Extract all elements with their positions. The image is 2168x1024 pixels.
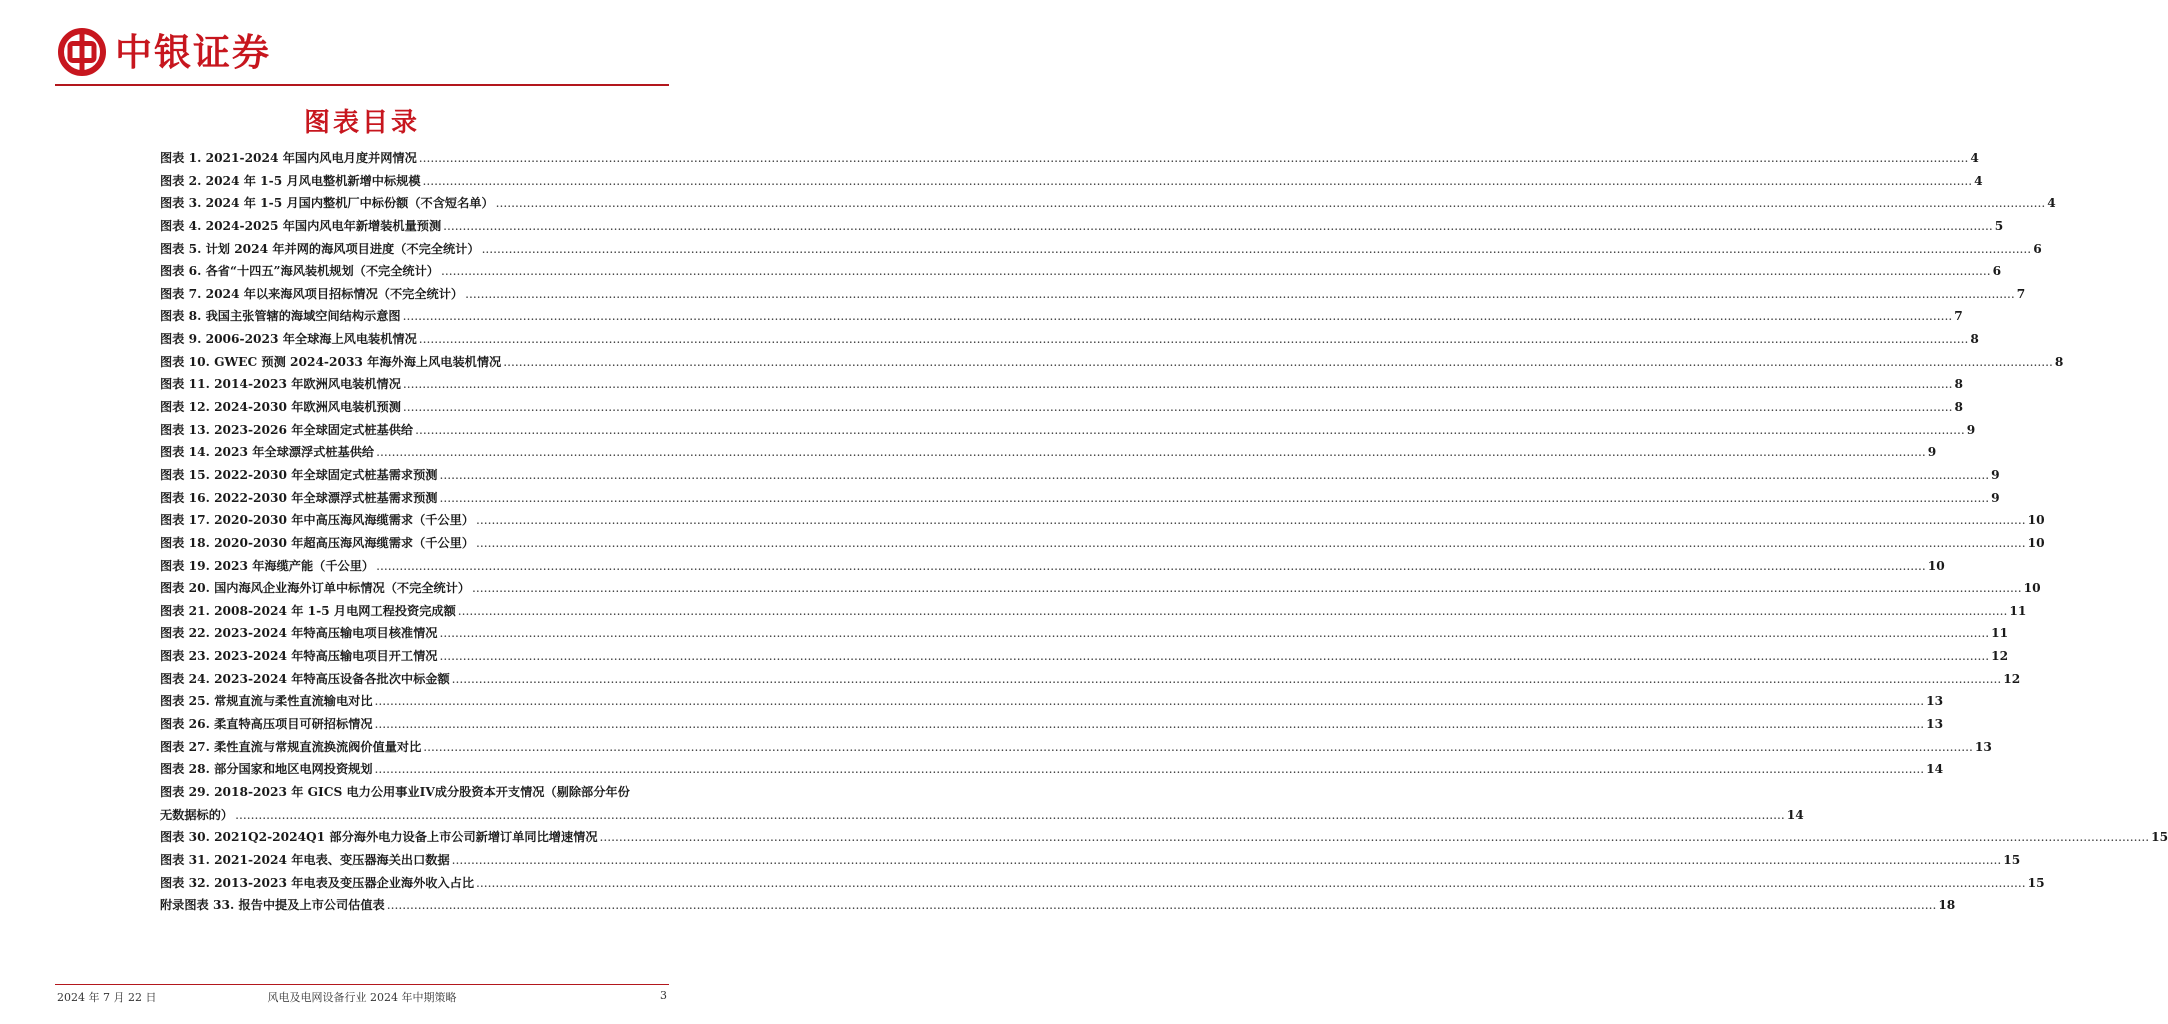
toc-entry-title: 图表 6. 各省“十四五”海风装机规划（不完全统计） [160,264,439,279]
toc-entry[interactable] [160,736,1992,759]
toc-entry-page: 8 [1954,400,1964,415]
toc-entry-page: 11 [1991,626,2009,641]
toc-leader-dots: ................................................................................................................................................................................................................................................................................................................................................................................................................ [503,354,2053,369]
toc-entry-page: 15 [2027,875,2045,890]
toc-entry-title: 图表 4. 2024-2025 年国内风电年新增装机量预测 [160,218,442,233]
toc-entry-page: 12 [2003,671,2021,686]
toc-entry[interactable] [160,351,2064,374]
toc-leader-dots: ................................................................................................................................................................................................................................................................................................................................................................................................................ [440,264,1991,279]
toc-entry-page: 8 [1954,377,1964,392]
toc-entry[interactable] [160,283,2026,306]
toc-entry-title: 图表 32. 2013-2023 年电表及变压器企业海外收入占比 [160,875,475,890]
toc-entry-page: 5 [1994,218,2004,233]
bank-of-china-logo-icon [57,27,107,77]
toc-entry-page: 9 [1927,445,1937,460]
toc-entry-title: 图表 7. 2024 年以来海风项目招标情况（不完全统计） [160,286,464,301]
toc-entry-page: 10 [2027,513,2045,528]
toc-leader-dots: ................................................................................................................................................................................................................................................................................................................................................................................................................ [402,309,1953,324]
toc-entry-title-continued: 无数据标的） [160,807,234,822]
toc-entry[interactable] [160,509,2045,532]
toc-entry[interactable] [160,396,1964,419]
toc-leader-dots: ................................................................................................................................................................................................................................................................................................................................................................................................................ [457,603,2008,618]
toc-entry-page: 13 [1926,717,1944,732]
toc-list [160,147,2168,917]
toc-entry[interactable] [160,260,2002,283]
footer-divider [55,984,669,985]
toc-entry-page: 13 [1974,739,1992,754]
toc-entry-page: 15 [2151,830,2168,845]
toc-entry-page: 9 [1991,490,2000,505]
toc-entry[interactable] [160,419,1976,442]
toc-entry-page: 8 [2054,354,2064,369]
toc-entry-page: 4 [1974,173,1983,188]
toc-entry-title: 图表 10. GWEC 预测 2024-2033 年海外海上风电装机情况 [160,354,502,369]
toc-entry[interactable] [160,668,2021,691]
toc-entry[interactable] [160,600,2027,623]
toc-entry-title: 图表 26. 柔直特高压项目可研招标情况 [160,717,373,732]
toc-leader-dots: ................................................................................................................................................................................................................................................................................................................................................................................................................ [422,173,1973,188]
toc-entry-page: 8 [1970,332,1979,347]
toc-entry[interactable] [160,690,1944,713]
toc-entry[interactable] [160,192,2056,215]
toc-entry[interactable] [160,758,1944,781]
toc-entry-title: 图表 30. 2021Q2-2024Q1 部分海外电力设备上市公司新增订单同比增速情况 [160,830,598,845]
toc-entry-page: 7 [1954,309,1963,324]
toc-leader-dots: ................................................................................................................................................................................................................................................................................................................................................................................................................ [599,830,2150,845]
toc-entry-title: 图表 19. 2023 年海缆产能（千公里） [160,558,375,573]
toc-entry-page: 14 [1786,807,1804,822]
toc-entry-page: 7 [2016,286,2026,301]
report-date: 2024 年 7 月 22 日 [57,991,157,1004]
toc-entry-title: 图表 9. 2006-2023 年全球海上风电装机情况 [160,332,417,347]
toc-entry-title: 图表 21. 2008-2024 年 1-5 月电网工程投资完成额 [160,603,456,618]
toc-entry-title: 图表 27. 柔性直流与常规直流换流阀价值量对比 [160,739,422,754]
toc-leader-dots: ................................................................................................................................................................................................................................................................................................................................................................................................................ [235,807,1785,822]
toc-entry-title: 图表 14. 2023 年全球漂浮式桩基供给 [160,445,375,460]
toc-entry-page: 4 [1970,151,1979,165]
toc-title: 图表目录 [303,108,420,138]
toc-entry-page: 14 [1926,762,1944,777]
toc-entry-title: 图表 12. 2024-2030 年欧洲风电装机预测 [160,400,401,415]
toc-leader-dots: ................................................................................................................................................................................................................................................................................................................................................................................................................ [465,286,2015,301]
toc-leader-dots: ................................................................................................................................................................................................................................................................................................................................................................................................................ [451,852,2002,867]
toc-entry[interactable] [160,328,1979,351]
toc-entry-page: 9 [1991,467,2000,482]
toc-leader-dots: ................................................................................................................................................................................................................................................................................................................................................................................................................ [476,535,2026,550]
report-title: 风电及电网设备行业 2024 年中期策略 [267,991,457,1004]
toc-leader-dots: ................................................................................................................................................................................................................................................................................................................................................................................................................ [374,694,1925,709]
toc-entry-title: 图表 15. 2022-2030 年全球固定式桩基需求预测 [160,467,438,482]
toc-entry-title: 附录图表 33. 报告中提及上市公司估值表 [160,898,385,913]
toc-entry-title: 图表 31. 2021-2024 年电表、变压器海关出口数据 [160,852,450,867]
toc-entry-title: 图表 1. 2021-2024 年国内风电月度并网情况 [160,151,417,165]
toc-entry[interactable] [160,622,2009,645]
toc-entry-title: 图表 13. 2023-2026 年全球固定式桩基供给 [160,422,414,437]
toc-entry-page: 11 [2009,603,2027,618]
toc-entry-page: 15 [2003,852,2021,867]
toc-leader-dots: ................................................................................................................................................................................................................................................................................................................................................................................................................ [472,581,2022,596]
header-divider [55,84,669,86]
toc-leader-dots: ................................................................................................................................................................................................................................................................................................................................................................................................................ [418,332,1969,347]
toc-entry[interactable] [160,464,2000,487]
toc-entry-page: 4 [2047,196,2056,211]
toc-entry[interactable] [160,781,1804,826]
toc-leader-dots: ................................................................................................................................................................................................................................................................................................................................................................................................................ [402,377,1953,392]
toc-entry-page: 13 [1926,694,1944,709]
toc-leader-dots: ................................................................................................................................................................................................................................................................................................................................................................................................................ [476,513,2026,528]
toc-entry[interactable] [160,147,1979,170]
toc-entry-title: 图表 16. 2022-2030 年全球漂浮式桩基需求预测 [160,490,438,505]
toc-leader-dots: ................................................................................................................................................................................................................................................................................................................................................................................................................ [439,490,1990,505]
toc-leader-dots: ................................................................................................................................................................................................................................................................................................................................................................................................................ [376,445,1926,460]
toc-leader-dots: ................................................................................................................................................................................................................................................................................................................................................................................................................ [439,626,1990,641]
toc-entry[interactable] [160,487,2000,510]
toc-entry[interactable] [160,713,1944,736]
toc-entry-page: 10 [2023,581,2041,596]
toc-entry-page: 10 [2027,535,2045,550]
toc-leader-dots: ................................................................................................................................................................................................................................................................................................................................................................................................................ [376,558,1926,573]
toc-entry-page: 9 [1966,422,1976,437]
toc-entry[interactable] [160,555,1945,578]
toc-entry-title: 图表 25. 常规直流与柔性直流输电对比 [160,694,373,709]
page-number: 3 [660,989,667,1002]
toc-entry[interactable] [160,170,1983,193]
toc-entry-page: 6 [1992,264,2002,279]
toc-entry-title: 图表 2. 2024 年 1-5 月风电整机新增中标规模 [160,173,421,188]
toc-entry-page: 12 [1991,649,2009,664]
toc-leader-dots: ................................................................................................................................................................................................................................................................................................................................................................................................................ [374,762,1925,777]
toc-leader-dots: ................................................................................................................................................................................................................................................................................................................................................................................................................ [439,467,1990,482]
toc-entry-title: 图表 29. 2018-2023 年 GICS 电力公用事业IV成分股资本开支情况（剔除部分年份 [160,784,630,799]
toc-leader-dots: ................................................................................................................................................................................................................................................................................................................................................................................................................ [386,898,1937,913]
toc-entry-page: 6 [2033,241,2042,256]
toc-leader-dots: ................................................................................................................................................................................................................................................................................................................................................................................................................ [481,241,2032,256]
toc-entry[interactable] [160,373,1964,396]
toc-entry[interactable] [160,532,2045,555]
toc-entry[interactable] [160,441,1937,464]
toc-entry-title: 图表 18. 2020-2030 年超高压海风海缆需求（千公里） [160,535,475,550]
toc-entry[interactable] [160,577,2041,600]
toc-leader-dots: ................................................................................................................................................................................................................................................................................................................................................................................................................ [451,671,2002,686]
toc-entry-title: 图表 17. 2020-2030 年中高压海风海缆需求（千公里） [160,513,475,528]
toc-entry-title: 图表 28. 部分国家和地区电网投资规划 [160,762,373,777]
toc-leader-dots: ................................................................................................................................................................................................................................................................................................................................................................................................................ [374,717,1925,732]
toc-entry[interactable] [160,215,2004,238]
brand-logo [57,24,271,80]
toc-entry-title: 图表 20. 国内海风企业海外订单中标情况（不完全统计） [160,581,471,596]
toc-leader-dots: ................................................................................................................................................................................................................................................................................................................................................................................................................ [423,739,1973,754]
toc-leader-dots: ................................................................................................................................................................................................................................................................................................................................................................................................................ [443,218,1993,233]
toc-entry[interactable] [160,305,1963,328]
toc-entry-title: 图表 11. 2014-2023 年欧洲风电装机情况 [160,377,401,392]
toc-entry-page: 18 [1938,898,1956,913]
toc-entry[interactable] [160,894,1956,917]
toc-entry-title: 图表 22. 2023-2024 年特高压输电项目核准情况 [160,626,438,641]
toc-entry-title: 图表 24. 2023-2024 年特高压设备各批次中标金额 [160,671,450,686]
toc-entry-title: 图表 23. 2023-2024 年特高压输电项目开工情况 [160,649,438,664]
toc-leader-dots: ................................................................................................................................................................................................................................................................................................................................................................................................................ [418,151,1969,165]
toc-entry[interactable] [160,872,2045,895]
toc-entry[interactable] [160,238,2042,261]
toc-entry-title: 图表 8. 我国主张管辖的海域空间结构示意图 [160,309,401,324]
toc-entry[interactable] [160,645,2009,668]
brand-name: 中银证券 [115,29,271,74]
toc-entry-title: 图表 3. 2024 年 1-5 月国内整机厂中标份额（不含短名单） [160,196,494,211]
toc-leader-dots: ................................................................................................................................................................................................................................................................................................................................................................................................................ [415,422,1965,437]
toc-leader-dots: ................................................................................................................................................................................................................................................................................................................................................................................................................ [402,400,1953,415]
toc-entry-page: 10 [1927,558,1945,573]
toc-leader-dots: ................................................................................................................................................................................................................................................................................................................................................................................................................ [476,875,2026,890]
toc-leader-dots: ................................................................................................................................................................................................................................................................................................................................................................................................................ [495,196,2046,211]
toc-entry[interactable] [160,849,2021,872]
toc-leader-dots: ................................................................................................................................................................................................................................................................................................................................................................................................................ [439,649,1990,664]
toc-entry-title: 图表 5. 计划 2024 年并网的海风项目进度（不完全统计） [160,241,480,256]
toc-entry[interactable] [160,826,2168,849]
